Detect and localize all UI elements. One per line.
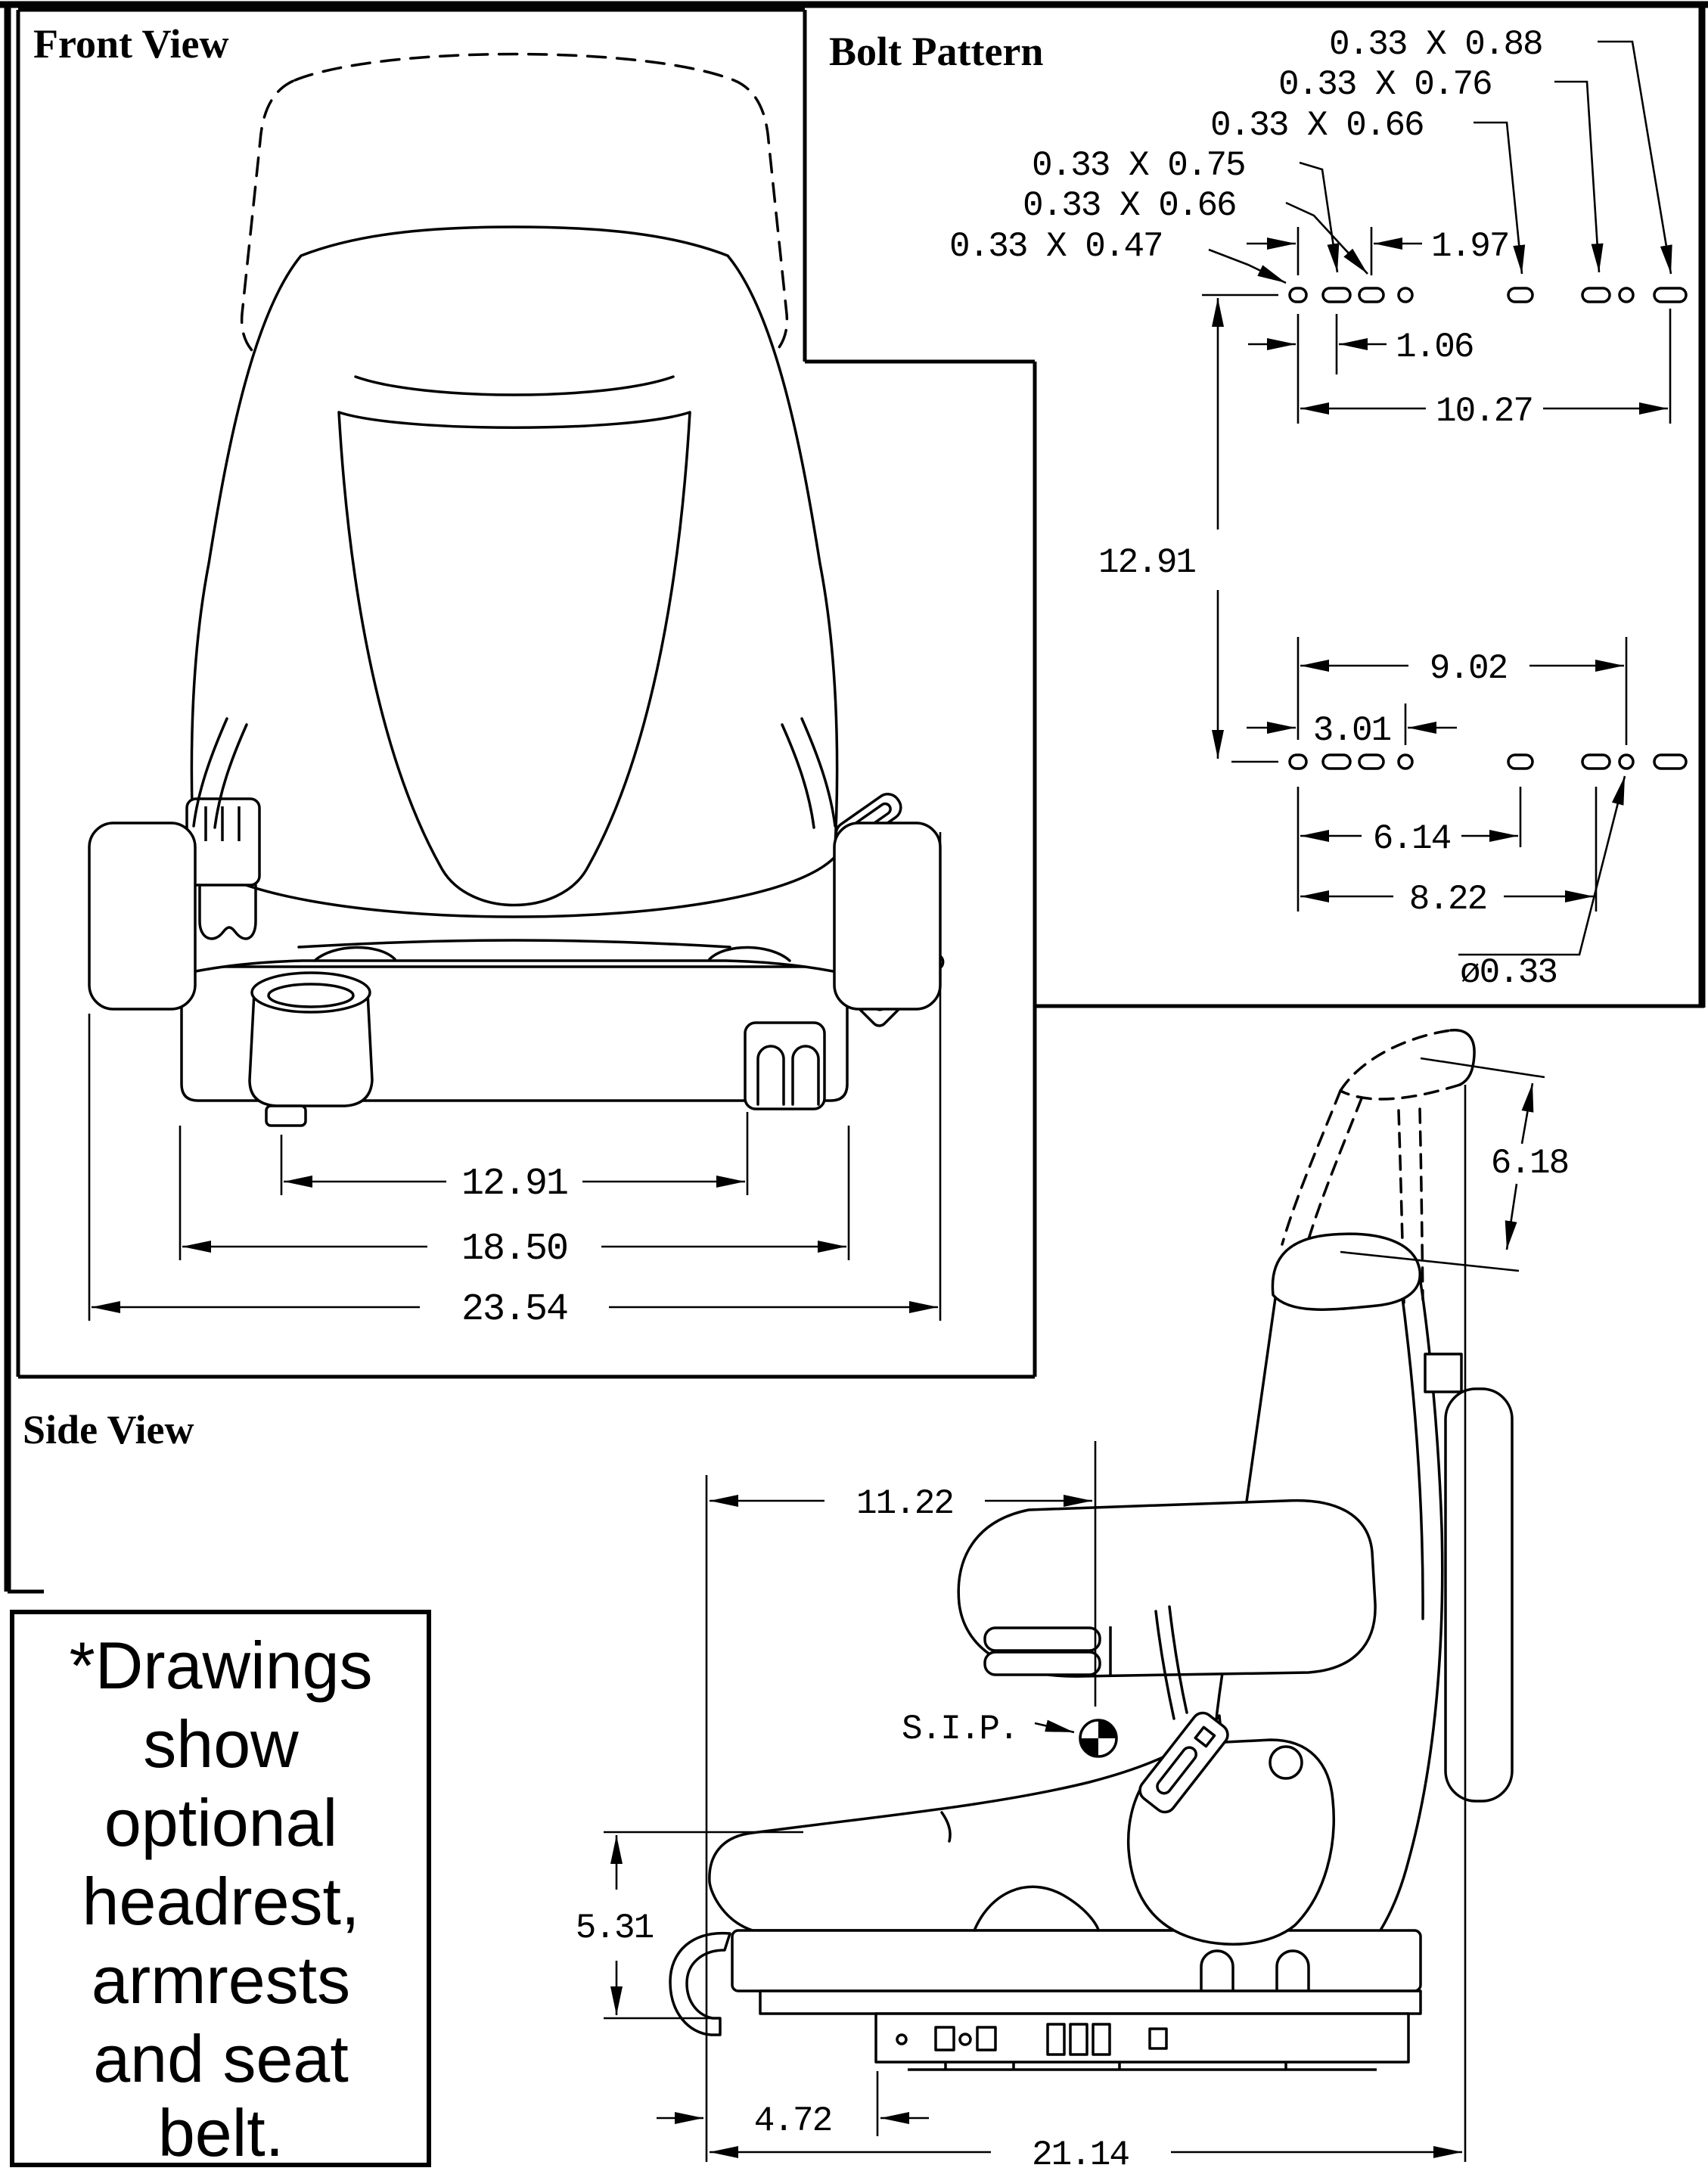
front-armrest-left bbox=[89, 823, 195, 1009]
side-armrest-rail-1 bbox=[985, 1628, 1100, 1651]
front-dim-inner-text: 12.91 bbox=[461, 1163, 568, 1206]
bolt-dim-902-text: 9.02 bbox=[1429, 649, 1508, 688]
bolt-dim-dia-text: ø0.33 bbox=[1460, 953, 1557, 992]
note-line-1: *Drawings bbox=[69, 1628, 373, 1703]
front-suspension-knob bbox=[250, 973, 372, 1126]
bolt-dim-1027-text: 10.27 bbox=[1435, 392, 1533, 431]
side-mounting-strip bbox=[876, 2014, 1408, 2070]
bolt-pattern-title: Bolt Pattern bbox=[829, 29, 1044, 74]
side-dim-4-72 bbox=[657, 2071, 929, 2141]
side-suspension-frame bbox=[732, 1930, 1421, 1991]
side-backrest-top bbox=[1272, 1234, 1420, 1309]
slot-label-047: 0.33 X 0.47 bbox=[949, 227, 1163, 266]
bolt-slot-066a-bottom bbox=[1508, 755, 1533, 769]
note-line-3: optional bbox=[104, 1785, 338, 1860]
side-dim-618-text: 6.18 bbox=[1490, 1144, 1569, 1183]
bolt-dim-197-text: 1.97 bbox=[1431, 227, 1509, 266]
bolt-dim-822-text: 8.22 bbox=[1408, 880, 1487, 919]
bolt-slot-076-bottom bbox=[1582, 755, 1610, 769]
bolt-holes-top-row bbox=[1290, 288, 1686, 302]
note-line-7: belt. bbox=[157, 2095, 284, 2170]
front-belt-clip-bracket bbox=[745, 1023, 824, 1109]
bolt-hole-round-bottom-2 bbox=[1619, 755, 1633, 769]
side-recline-pivot bbox=[1270, 1747, 1302, 1778]
bolt-dim-614-text: 6.14 bbox=[1372, 819, 1451, 859]
front-backrest bbox=[191, 227, 837, 943]
bolt-slot-047-bottom bbox=[1290, 755, 1306, 769]
side-armrest-bracket bbox=[1425, 1354, 1461, 1392]
side-tilt-lever bbox=[670, 1933, 730, 2035]
slot-label-075: 0.33 X 0.75 bbox=[1032, 146, 1245, 185]
note-line-6: and seat bbox=[93, 2021, 349, 2096]
bolt-dim-1-97 bbox=[1247, 227, 1508, 275]
bolt-hole-round-top-2 bbox=[1619, 288, 1633, 302]
side-armrest-support bbox=[1446, 1389, 1512, 1801]
slot-label-076: 0.33 X 0.76 bbox=[1278, 65, 1492, 104]
side-view-title: Side View bbox=[23, 1407, 194, 1452]
slot-label-088: 0.33 X 0.88 bbox=[1329, 25, 1542, 64]
slot-leaders bbox=[1209, 42, 1671, 955]
sip-label: S.I.P. bbox=[902, 1710, 1018, 1749]
note-box bbox=[12, 1612, 429, 2170]
front-view-panel bbox=[33, 21, 946, 1331]
note-line-5: armrests bbox=[91, 1943, 351, 2017]
slot-label-066a: 0.33 X 0.66 bbox=[1210, 106, 1424, 145]
bolt-pattern-panel bbox=[829, 25, 1686, 992]
bolt-dim-3-01 bbox=[1247, 703, 1457, 750]
sip-marker bbox=[902, 1710, 1116, 1756]
bolt-slot-088-top bbox=[1654, 288, 1686, 302]
bolt-slot-066b-top bbox=[1359, 288, 1383, 302]
side-rail-layer bbox=[760, 1991, 1421, 2014]
side-dim-531-text: 5.31 bbox=[575, 1909, 654, 1948]
note-line-4: headrest, bbox=[82, 1864, 360, 1939]
bolt-slot-076-top bbox=[1582, 288, 1610, 302]
slot-label-066b: 0.33 X 0.66 bbox=[1023, 186, 1236, 225]
dia-leader bbox=[1458, 776, 1625, 955]
bolt-slot-075-bottom bbox=[1323, 755, 1350, 769]
side-dim-472-text: 4.72 bbox=[753, 2101, 832, 2141]
bolt-hole-round-bottom-1 bbox=[1399, 755, 1412, 769]
front-dim-12-91 bbox=[281, 1112, 747, 1206]
front-dim-mid-text: 18.50 bbox=[461, 1228, 568, 1271]
bolt-slot-088-bottom bbox=[1654, 755, 1686, 769]
bolt-slot-075-top bbox=[1323, 288, 1350, 302]
bolt-slot-047-top bbox=[1290, 288, 1306, 302]
side-dim-1122-text: 11.22 bbox=[856, 1484, 954, 1523]
bolt-dim-301-text: 3.01 bbox=[1312, 711, 1391, 750]
front-view-title: Front View bbox=[33, 21, 229, 67]
bolt-holes-bottom-row bbox=[1290, 755, 1686, 769]
bolt-slot-066a-top bbox=[1508, 288, 1533, 302]
bolt-dim-106-text: 1.06 bbox=[1396, 328, 1474, 367]
side-dim-2114-text: 21.14 bbox=[1031, 2135, 1129, 2171]
front-armrest-right bbox=[834, 823, 940, 1009]
note-line-2: show bbox=[143, 1707, 299, 1781]
bolt-dim-1291-text: 12.91 bbox=[1098, 543, 1196, 582]
front-dim-outer-text: 23.54 bbox=[461, 1288, 568, 1331]
bolt-hole-round-top-1 bbox=[1399, 288, 1412, 302]
side-armrest-rail-2 bbox=[985, 1652, 1100, 1675]
bolt-dim-12-91 bbox=[1098, 295, 1278, 762]
bolt-slot-066b-bottom bbox=[1359, 755, 1383, 769]
bolt-dim-10-27 bbox=[1300, 309, 1670, 431]
